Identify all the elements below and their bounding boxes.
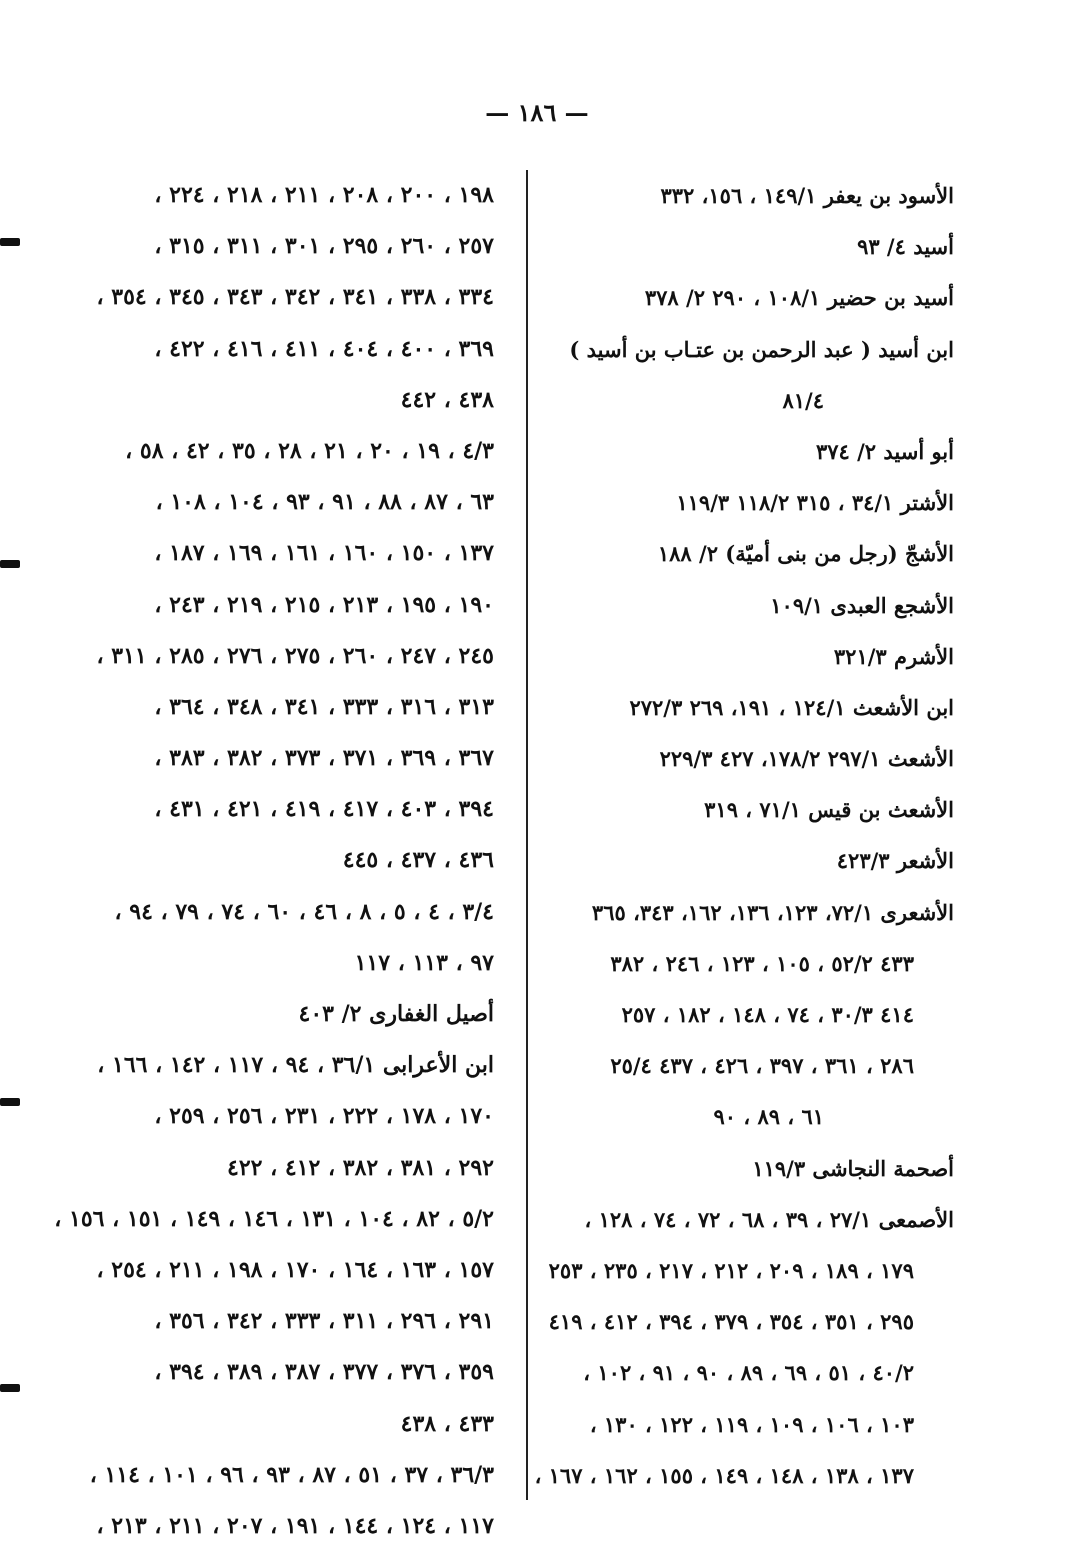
index-line: الأسود بن يعفر ١٤٩/١ ، ١٥٦، ٣٣٢ (660, 183, 954, 208)
index-line: ٣٩٤ ، ٤٠٣ ، ٤١٧ ، ٤١٩ ، ٤٢١ ، ٤٣١ ، (154, 796, 494, 823)
index-line: ابن الأعرابى ٣٦/١ ، ٩٤ ، ١١٧ ، ١٤٢ ، ١٦٦ ، (97, 1052, 494, 1079)
index-line: ١٣٧ ، ١٣٨ ، ١٤٨ ، ١٤٩ ، ١٥٥ ، ١٦٢ ، ١٦٧ ، (534, 1462, 914, 1488)
index-line: ٣١٣ ، ٣١٦ ، ٣٣٣ ، ٣٤١ ، ٣٤٨ ، ٣٦٤ ، (154, 693, 494, 720)
index-line: ١٧٠ ، ١٧٨ ، ٢٢٢ ، ٢٣١ ، ٢٥٦ ، ٢٥٩ ، (154, 1103, 494, 1130)
index-line: ٤١٤ ٣٠/٣ ، ٧٤ ، ١٤٨ ، ١٨٢ ، ٢٥٧ (621, 1002, 914, 1027)
index-line: ٣٥٩ ، ٣٧٦ ، ٣٧٧ ، ٣٨٧ ، ٣٨٩ ، ٣٩٤ ، (154, 1359, 494, 1386)
index-line: ٣٦٧ ، ٣٦٩ ، ٣٧١ ، ٣٧٣ ، ٣٨٢ ، ٣٨٣ ، (154, 745, 494, 772)
index-line: ابن أسيد ( عبد الرحمن بن عتـاب بن أسيد ) (569, 336, 954, 362)
index-column-left (54, 170, 494, 1552)
index-line: ٢٩٥ ، ٣٥١ ، ٣٥٤ ، ٣٧٩ ، ٣٩٤ ، ٤١٢ ، ٤١٩ (548, 1309, 914, 1335)
index-line: الأشعر ٤٢٣/٣ (836, 848, 954, 874)
index-line: ٢٨٦ ، ٣٦١ ، ٣٩٧ ، ٤٢٦ ، ٤٣٧ ٢٥/٤ (610, 1053, 914, 1079)
index-line: أصحمة النجاشى ١١٩/٣ (752, 1155, 954, 1181)
index-column-right (534, 170, 954, 1501)
index-line: ٣٣٤ ، ٣٣٨ ، ٣٤١ ، ٣٤٢ ، ٣٤٣ ، ٣٤٥ ، ٣٥٤ ، (96, 284, 494, 311)
index-line: الأشجّ (رجل من بنى أميّة) ٢/ ١٨٨ (657, 541, 954, 567)
index-line: ٤٣٨ ، ٤٤٢ (400, 386, 494, 413)
index-line: ١٥٧ ، ١٦٣ ، ١٦٤ ، ١٧٠ ، ١٩٨ ، ٢١١ ، ٢٥٤ ، (96, 1256, 494, 1283)
index-line: ٣٦٩ ، ٤٠٠ ، ٤٠٤ ، ٤١١ ، ٤١٦ ، ٤٢٢ ، (154, 335, 494, 362)
scan-edge-mark (0, 560, 20, 568)
index-line: ٣٦/٣ ، ٣٧ ، ٥١ ، ٨٧ ، ٩٣ ، ٩٦ ، ١٠١ ، ١١٤ ، (89, 1461, 494, 1488)
index-line: الأشجع العبدى ١٠٩/١ (770, 592, 954, 618)
index-line: الأشعرى ٧٢/١، ١٢٣، ١٣٦، ١٦٢، ٣٤٣، ٣٦٥ (591, 899, 954, 925)
index-line: ٦٣ ، ٨٧ ، ٨٨ ، ٩١ ، ٩٣ ، ١٠٤ ، ١٠٨ ، (155, 489, 494, 516)
index-line: ابن الأشعث ١٢٤/١ ، ١٩١، ٢٦٩ ٢٧٢/٣ (629, 694, 954, 720)
page-number: — ١٨٦ — (485, 98, 589, 127)
index-line: ١٩٨ ، ٢٠٠ ، ٢٠٨ ، ٢١١ ، ٢١٨ ، ٢٢٤ ، (154, 182, 494, 208)
scan-edge-mark (0, 1384, 20, 1392)
index-line: ١٩٠ ، ١٩٥ ، ٢١٣ ، ٢١٥ ، ٢١٩ ، ٢٤٣ ، (154, 591, 494, 618)
index-line: ١٠٣ ، ١٠٦ ، ١٠٩ ، ١١٩ ، ١٢٢ ، ١٣٠ ، (589, 1411, 914, 1437)
index-line: ٤٣٣ ، ٤٣٨ (400, 1410, 494, 1437)
index-line: ٤٠/٢ ، ٥١ ، ٦٩ ، ٨٩ ، ٩٠ ، ٩١ ، ١٠٢ ، (583, 1360, 914, 1386)
index-line: ٦١ ، ٨٩ ، ٩٠ (713, 1104, 824, 1130)
index-line: الأشعث ٢٩٧/١ ١٧٨/٢، ٤٢٧ ٢٢٩/٣ (659, 746, 954, 772)
index-line: الأشتر ٣٤/١ ، ٣١٥ ١١٨/٢ ١١٩/٣ (676, 490, 954, 516)
index-line: ٩٧ ، ١١٣ ، ١١٧ (354, 949, 494, 976)
index-line: ٨١/٤ (782, 387, 824, 413)
index-line: ١٣٧ ، ١٥٠ ، ١٦٠ ، ١٦١ ، ١٦٩ ، ١٨٧ ، (154, 540, 494, 567)
index-line: أصيل الغفارى ٢/ ٤٠٣ (298, 1001, 494, 1027)
index-line: أبو أسيد ٢/ ٣٧٤ (815, 438, 954, 464)
index-line: ٢٤٥ ، ٢٤٧ ، ٢٦٠ ، ٢٧٥ ، ٢٧٦ ، ٢٨٥ ، ٣١١ ، (96, 642, 494, 669)
index-line: ٣/٤ ، ٤ ، ٥ ، ٨ ، ٤٦ ، ٦٠ ، ٧٤ ، ٧٩ ، ٩٤ ، (114, 898, 494, 925)
index-line: الأشعث بن قيس ٧١/١ ، ٣١٩ (704, 797, 954, 823)
index-line: أسيد بن حضير ١٠٨/١ ، ٢٩٠ ٢/ ٣٧٨ (644, 285, 954, 311)
scan-edge-mark (0, 238, 20, 246)
index-line: الأصمعى ٢٧/١ ، ٣٩ ، ٦٨ ، ٧٢ ، ٧٤ ، ١٢٨ ، (584, 1206, 954, 1232)
index-line: ٤/٣ ، ١٩ ، ٢٠ ، ٢١ ، ٢٨ ، ٣٥ ، ٤٢ ، ٥٨ ، (125, 437, 494, 464)
index-line: أسيد ٤/ ٩٣ (857, 234, 954, 260)
index-line: الأشرم ٣٢١/٣ (833, 643, 954, 669)
index-line: ١١٧ ، ١٢٤ ، ١٤٤ ، ١٩١ ، ٢٠٧ ، ٢١١ ، ٢١٣ ، (96, 1512, 494, 1539)
index-line: ٢٥٧ ، ٢٦٠ ، ٢٩٥ ، ٣٠١ ، ٣١١ ، ٣١٥ ، (154, 233, 494, 260)
column-divider (526, 170, 528, 1500)
index-line: ٤٣٣ ٥٢/٢ ، ١٠٥ ، ١٢٣ ، ٢٤٦ ، ٣٨٢ (610, 950, 914, 976)
index-line: ٢٩١ ، ٢٩٦ ، ٣١١ ، ٣٣٣ ، ٣٤٢ ، ٣٥٦ ، (154, 1308, 494, 1335)
index-line: ١٧٩ ، ١٨٩ ، ٢٠٩ ، ٢١٢ ، ٢١٧ ، ٢٣٥ ، ٢٥٣ (548, 1257, 914, 1283)
index-line: ٢٩٢ ، ٣٨١ ، ٣٨٢ ، ٤١٢ ، ٤٢٢ (227, 1154, 494, 1181)
index-line: ٥/٢ ، ٨٢ ، ١٠٤ ، ١٣١ ، ١٤٦ ، ١٤٩ ، ١٥١ ، ١٥٦ ، (54, 1205, 494, 1232)
scan-edge-mark (0, 1098, 20, 1106)
index-line: ٤٣٦ ، ٤٣٧ ، ٤٤٥ (342, 847, 494, 874)
